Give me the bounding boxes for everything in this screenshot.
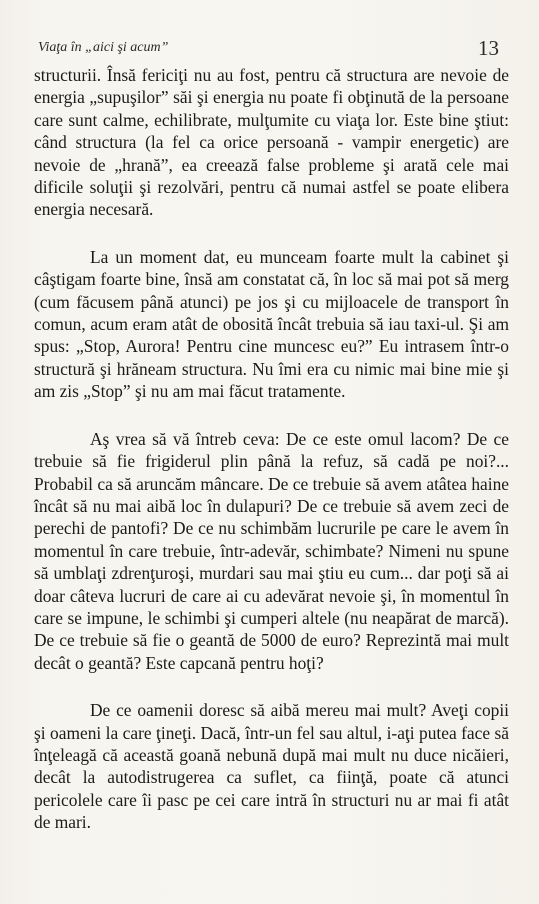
- paragraph-4: De ce oamenii doresc să aibă mereu mai mult? Aveţi copii şi oameni la care ţineţi. Dacă, într-un fel sau altul, i-aţi putea face să înţeleagă că această goană nebună după mai mult nu duce nicăieri, decât la autodistrugerea ca suflet, ca fiinţă, poate că atunci pericolele care îi pasc pe cei care intră în structuri nu ar mai fi atât de mari.: [34, 700, 509, 833]
- page-number: 13: [478, 36, 499, 60]
- paragraph-1: structurii. Însă fericiţi nu au fost, pentru că structura are nevoie de energia „supuşilor” săi şi energia nu poate fi obţinută de la persoane care sunt calme, echilibrate, mulţumite cu viaţa lor. Este bine ştiut: când structura (la fel ca orice persoană - vampir energetic) are nevoie de „hrană”, ea creează false probleme şi arată cele mai dificile soluţii şi rezolvări, pentru că numai astfel se poate elibera energia necesară.: [34, 65, 509, 220]
- paragraph-2: La un moment dat, eu munceam foarte mult la cabinet şi câştigam foarte bine, însă am constatat că, în loc să mai pot să merg (cum făcusem până atunci) pe jos şi cu mijloacele de transport în comun, acum eram atât de obosită încât trebuia să iau taxi-ul. Şi am spus: „Stop, Aurora! Pentru cine muncesc eu?” Eu intrasem într-o structură şi hrăneam structura. Nu îmi era cu nimic mai bine mie şi am zis „Stop” şi nu am mai făcut tratamente.: [34, 246, 509, 402]
- paragraph-3: Aş vrea să vă întreb ceva: De ce este omul lacom? De ce trebuie să fie frigiderul plin până la refuz, să cadă pe noi?... Probabil ca să aruncăm mâncare. De ce trebuie să avem atâtea haine încât să nu mai aibă loc în dulapuri? De ce trebuie să avem zeci de perechi de pantofi? De ce nu schimbăm lucrurile pe care le avem în momentul în care trebuie, într-adevăr, schimbate? Nimeni nu spune să umblaţi zdrenţuroşi, murdari sau mai ştiu eu cum... dar poţi să ai doar câteva lucruri de care ai cu adevărat nevoie şi, în momentul în care se impune, le schimbi şi cumperi altele (nu neapărat de marcă). De ce trebuie să fie o geantă de 5000 de euro? Reprezintă mai mult decât o geantă? Este capcană pentru hoţi?: [34, 428, 509, 673]
- running-title: Viaţa în „aici şi acum”: [38, 40, 169, 55]
- page-body: [34, 64, 509, 834]
- page-header: [30, 36, 513, 66]
